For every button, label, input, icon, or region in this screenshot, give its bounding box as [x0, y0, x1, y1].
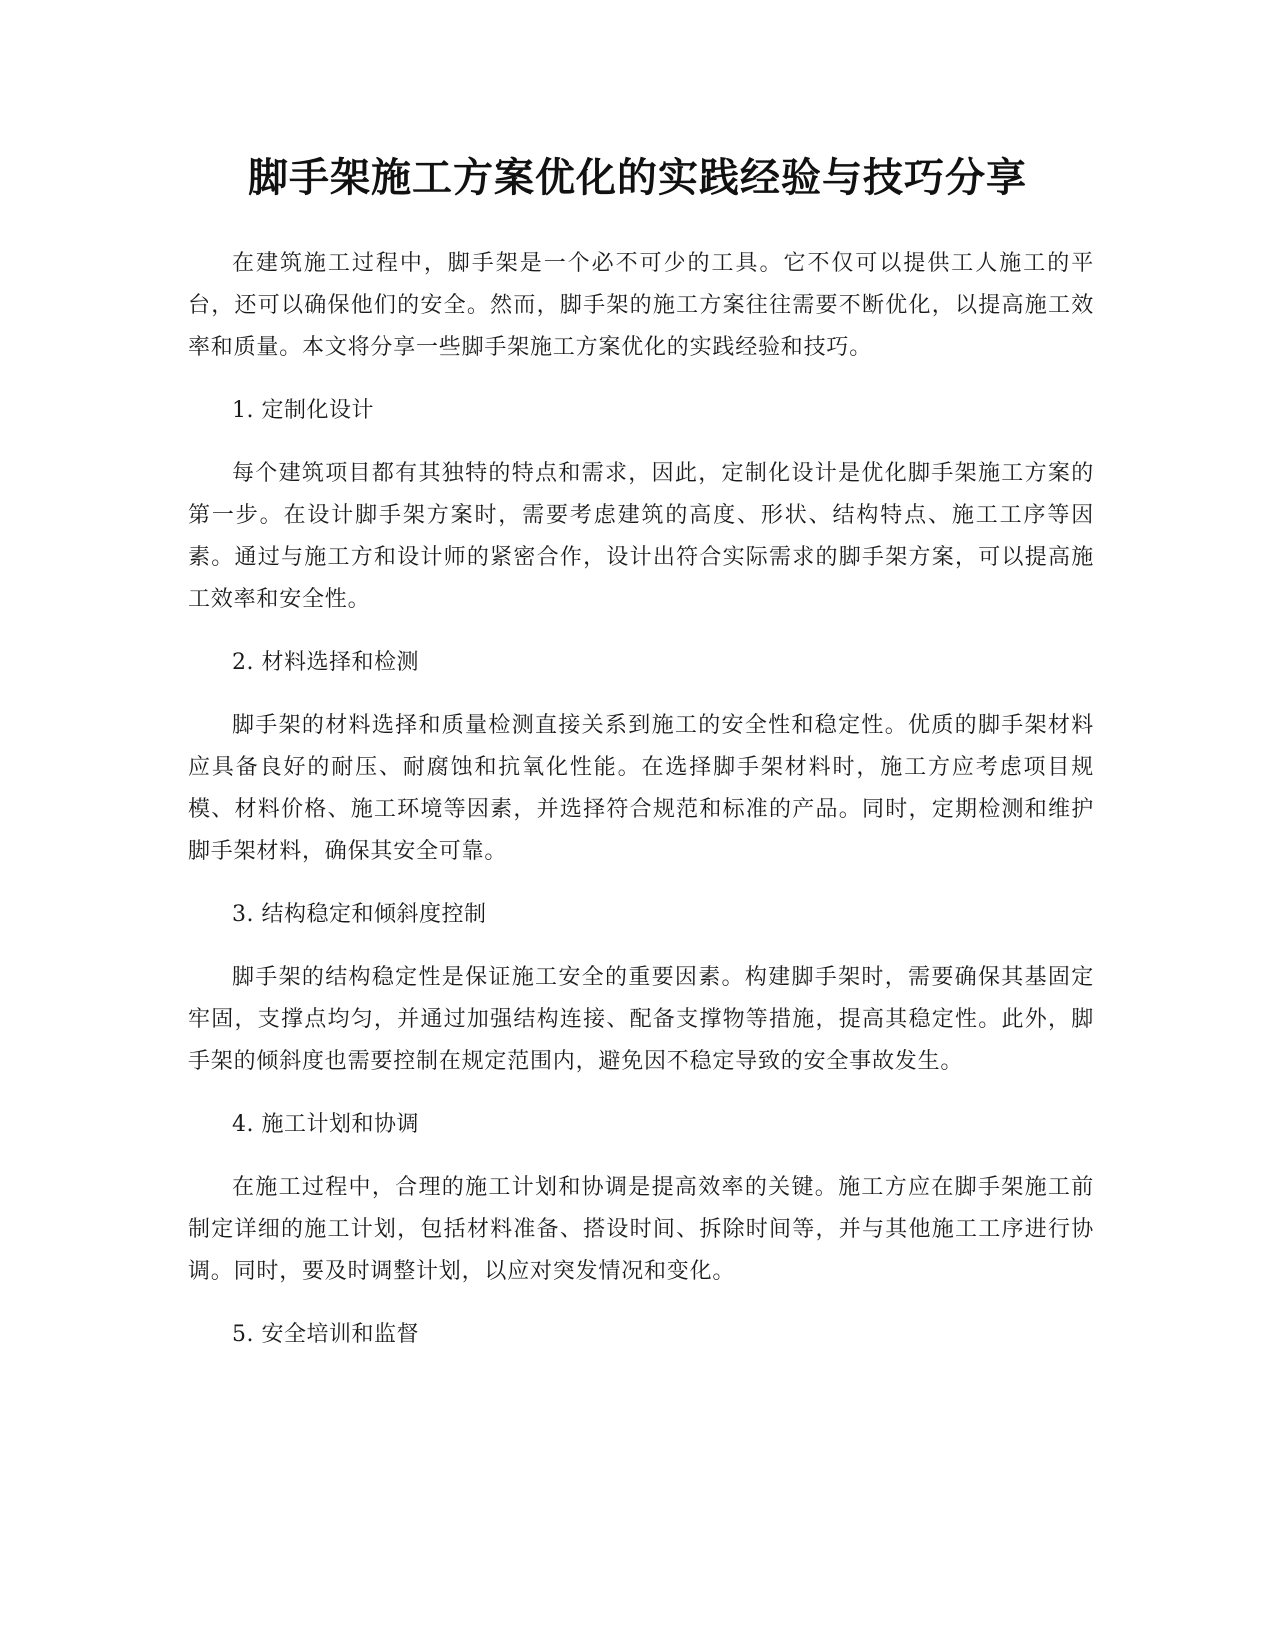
section-paragraph-4: 在施工过程中，合理的施工计划和协调是提高效率的关键。施工方应在脚手架施工前制定详细的施工计划，包括材料准备、搭设时间、拆除时间等，并与其他施工工序进行协调。同时，要及时调整计划，以应对突发情况和变化。 — [188, 1175, 1094, 1284]
document-title: 脚手架施工方案优化的实践经验与技巧分享 — [248, 155, 1027, 201]
document-body — [188, 243, 1094, 1377]
section-heading-3: 3. 结构稳定和倾斜度控制 — [232, 902, 487, 927]
section-paragraph-2: 脚手架的材料选择和质量检测直接关系到施工的安全性和稳定性。优质的脚手架材料应具备良好的耐压、耐腐蚀和抗氧化性能。在选择脚手架材料时，施工方应考虑项目规模、材料价格、施工环境等因素，并选择符合规范和标准的产品。同时，定期检测和维护脚手架材料，确保其安全可靠。 — [188, 713, 1094, 864]
section-heading-5: 5. 安全培训和监督 — [232, 1322, 419, 1347]
section-heading-1: 1. 定制化设计 — [232, 398, 374, 423]
section-heading-4: 4. 施工计划和协调 — [232, 1112, 419, 1137]
intro-paragraph: 在建筑施工过程中，脚手架是一个必不可少的工具。它不仅可以提供工人施工的平台，还可以确保他们的安全。然而，脚手架的施工方案往往需要不断优化，以提高施工效率和质量。本文将分享一些脚手架施工方案优化的实践经验和技巧。 — [188, 251, 1094, 360]
section-paragraph-1: 每个建筑项目都有其独特的特点和需求，因此，定制化设计是优化脚手架施工方案的第一步。在设计脚手架方案时，需要考虑建筑的高度、形状、结构特点、施工工序等因素。通过与施工方和设计师的紧密合作，设计出符合实际需求的脚手架方案，可以提高施工效率和安全性。 — [188, 461, 1094, 612]
section-heading-2: 2. 材料选择和检测 — [232, 650, 419, 675]
section-paragraph-3: 脚手架的结构稳定性是保证施工安全的重要因素。构建脚手架时，需要确保其基固定牢固，支撑点均匀，并通过加强结构连接、配备支撑物等措施，提高其稳定性。此外，脚手架的倾斜度也需要控制在规定范围内，避免因不稳定导致的安全事故发生。 — [188, 965, 1094, 1074]
